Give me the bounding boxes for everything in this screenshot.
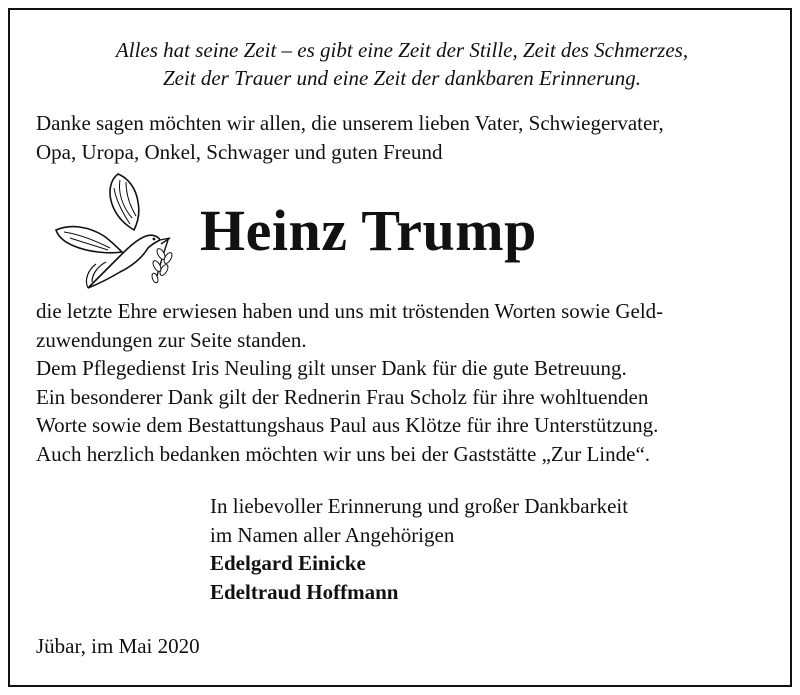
signatory-name: Edelgard Einicke: [210, 551, 366, 575]
place-date: Jübar, im Mai 2020: [36, 634, 200, 658]
body-line: Worte sowie dem Bestattungshaus Paul aus Klötze für ihre Unterstützung.: [36, 413, 659, 437]
intro-paragraph: [36, 109, 772, 166]
motto-line: Alles hat seine Zeit – es gibt eine Zeit der Stille, Zeit des Schmerzes,: [115, 38, 689, 62]
motto: [10, 36, 794, 92]
body-line: die letzte Ehre erwiesen haben und uns mit tröstenden Worten sowie Geld-: [36, 299, 664, 323]
thanks-paragraph: [36, 297, 772, 468]
intro-line: Opa, Uropa, Onkel, Schwager und guten Freund: [36, 139, 443, 164]
deceased-name: Heinz Trump: [200, 198, 537, 263]
body-line: Ein besonderer Dank gilt der Rednerin Frau Scholz für ihre wohltuenden: [36, 384, 649, 409]
body-line: Dem Pflegedienst Iris Neuling gilt unser Dank für die gute Betreuung.: [36, 356, 627, 380]
signature-line: im Namen aller Angehörigen: [210, 522, 455, 547]
body-line: zuwendungen zur Seite standen.: [36, 327, 307, 352]
signature-line: In liebevoller Erinnerung und großer Dankbarkeit: [210, 494, 629, 518]
motto-line: Zeit der Trauer und eine Zeit der dankbaren Erinnerung.: [162, 66, 642, 90]
intro-line: Danke sagen möchten wir allen, die unserem lieben Vater, Schwiegervater,: [36, 111, 664, 135]
body-line: Auch herzlich bedanken möchten wir uns bei der Gaststätte „Zur Linde“.: [36, 441, 651, 466]
signatory-name: Edeltraud Hoffmann: [210, 579, 399, 604]
notice-frame: [8, 8, 792, 687]
dove-with-olive-branch-icon: [48, 166, 188, 294]
signature-block: [210, 492, 628, 606]
